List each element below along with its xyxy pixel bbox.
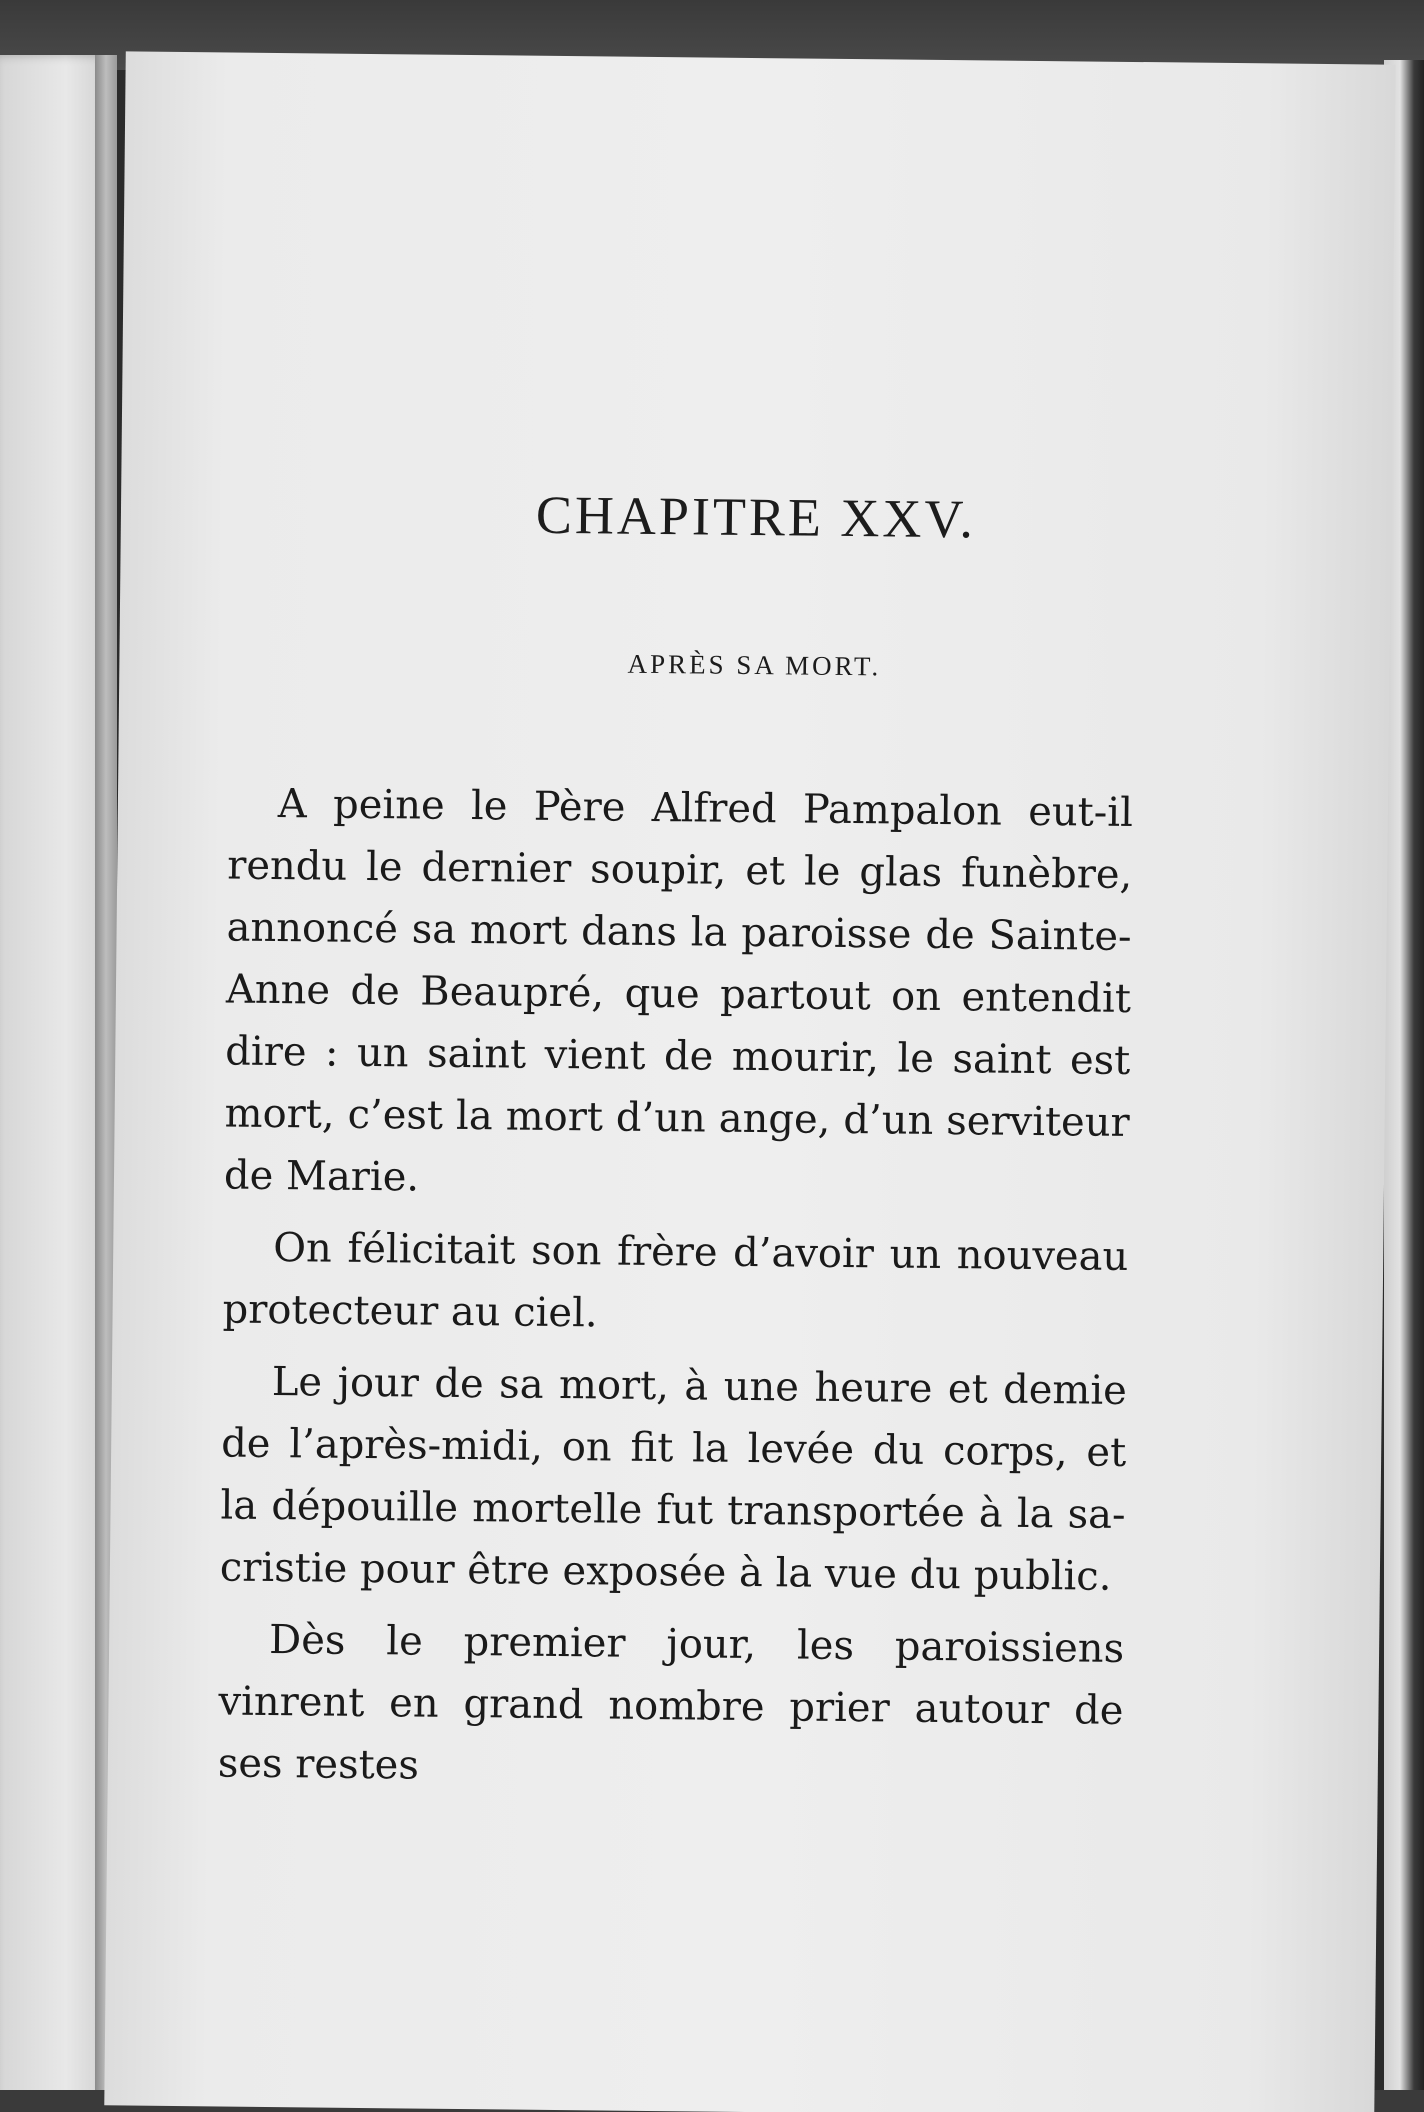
paragraph: On félicitait son frère d’avoir un nouveau protecteur au ciel. <box>222 1225 1129 1337</box>
chapter-title: CHAPITRE XXV. <box>535 484 977 550</box>
paragraph: A peine le Père Alfred Pampalon eut-il rendu le dernier soupir, et le glas funèbre, annoncé sa mort dans la paroisse de Sainte-Anne de Beaupré, que partout on entendit dire : un saint vient de mourir, le saint est mort, c’est la mort d’un ange, d’un serviteur de Marie. <box>223 781 1134 1201</box>
facing-page-edge <box>0 55 110 2112</box>
section-title: APRÈS SA MORT. <box>627 648 882 682</box>
paragraph: Dès le premier jour, les paroissiens vinrent en grand nombre prier autour de ses restes <box>217 1616 1125 1789</box>
page-body <box>217 773 1133 1814</box>
book-page <box>104 51 1395 2112</box>
paragraph: Le jour de sa mort, à une heure et demie de l’après-midi, on fit la levée du corps, et la dépouille mortelle fut transportée à la sacristie pour être exposée à la vue du public. <box>219 1359 1128 1600</box>
